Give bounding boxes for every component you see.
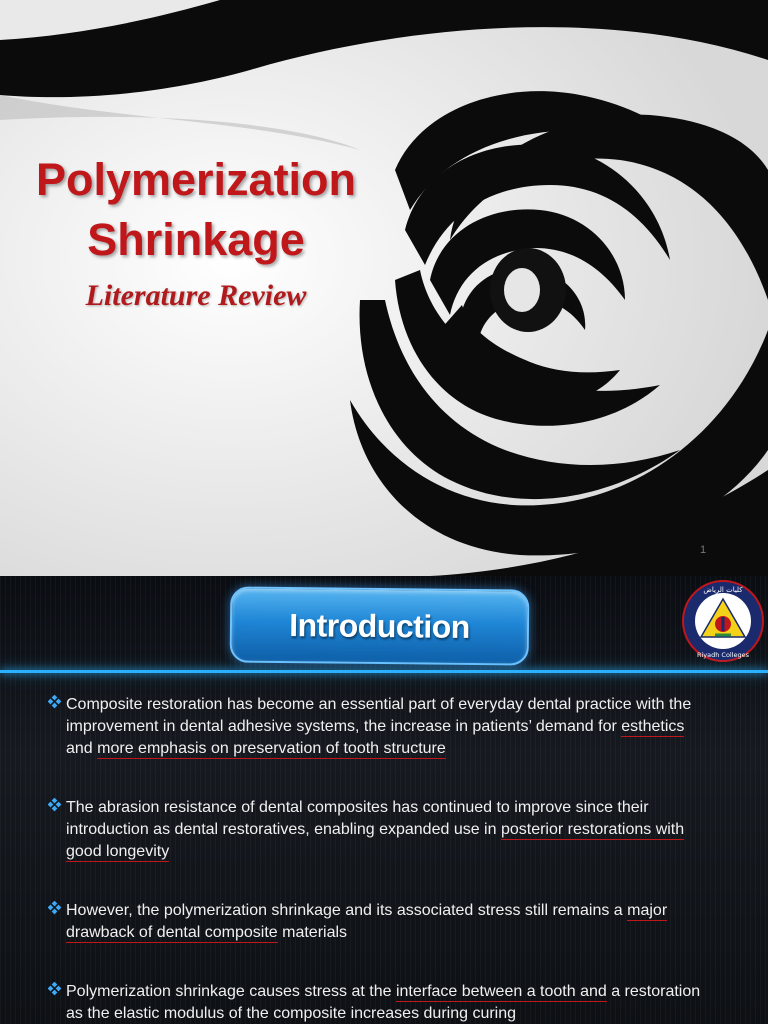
bullet-text: and bbox=[66, 740, 98, 757]
subtitle: Literature Review bbox=[85, 279, 307, 312]
title-line-1: Polymerization bbox=[35, 154, 357, 205]
bullet-item bbox=[48, 694, 708, 760]
bullet-underlined-text: more emphasis on preservation of tooth structure bbox=[97, 740, 446, 757]
bullet-underlined-text: major drawback of dental composite bbox=[66, 902, 668, 941]
bullet-text: materials bbox=[277, 924, 348, 941]
bullet-underlined-text: esthetics bbox=[621, 718, 685, 735]
bullet-item bbox=[48, 900, 708, 944]
diamond-bullet-icon bbox=[48, 695, 62, 709]
bullet-underlined-text: posterior restorations with good longevity bbox=[66, 821, 685, 860]
title-line-2: Shrinkage bbox=[87, 214, 305, 265]
bullet-underlined-text: interface between a tooth and bbox=[395, 983, 607, 1000]
introduction-heading-banner bbox=[230, 586, 530, 665]
bullet-text: The abrasion resistance of dental composites has continued to improve since their introduction as dental restoratives, enabling expanded use in bbox=[66, 799, 649, 838]
bullet-item bbox=[48, 797, 708, 863]
introduction-heading: Introduction bbox=[289, 606, 471, 645]
diamond-bullet-icon bbox=[48, 901, 62, 915]
bullet-text: However, the polymerization shrinkage and its associated stress still remains a bbox=[66, 902, 628, 919]
diamond-bullet-icon bbox=[48, 798, 62, 812]
bullet-text: a restoration as the elastic modulus of the composite increases during curing bbox=[66, 983, 701, 1022]
logo-arabic-text: كليات الرياض bbox=[703, 586, 743, 594]
riyadh-colleges-logo bbox=[682, 580, 764, 662]
introduction-slide bbox=[0, 576, 768, 1024]
diamond-bullet-icon bbox=[48, 982, 62, 996]
title-block bbox=[0, 150, 392, 316]
bullet-list bbox=[48, 694, 708, 1024]
logo-english-text: Riyadh Colleges bbox=[696, 651, 750, 659]
bullet-item bbox=[48, 981, 708, 1024]
header-divider-line bbox=[0, 670, 768, 673]
slide-number: 1 bbox=[700, 544, 707, 556]
bullet-text: Composite restoration has become an essential part of everyday dental practice with the improvement in dental adhesive systems, the increase in patients’ demand for bbox=[66, 696, 692, 735]
bullet-text: Polymerization shrinkage causes stress at the bbox=[66, 983, 396, 1000]
